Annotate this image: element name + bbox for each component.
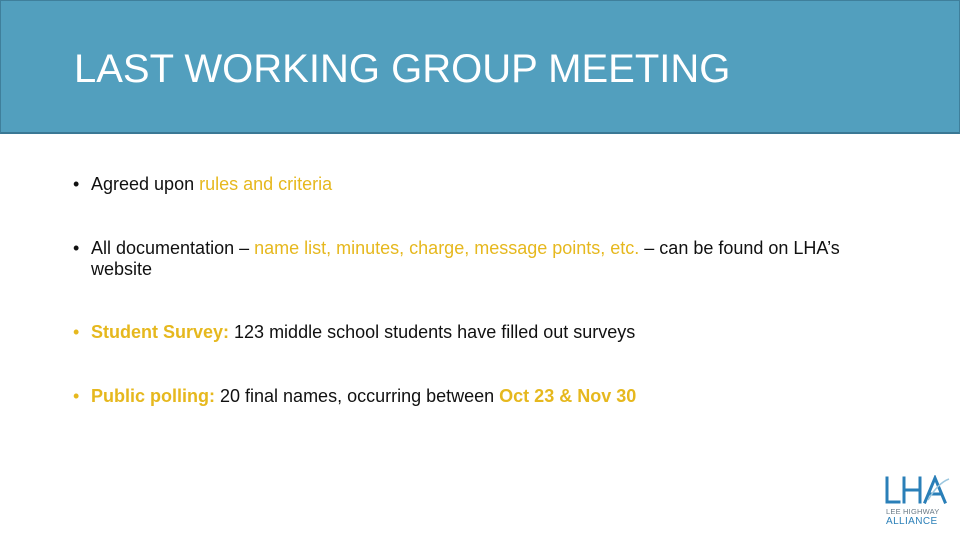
highlight-text: rules and criteria <box>199 174 333 194</box>
highlight-text: name list, minutes, charge, message points, etc. <box>254 238 640 258</box>
bullet-marker: • <box>73 238 80 258</box>
bullet-item-documentation <box>73 238 893 280</box>
lha-logo <box>884 475 952 529</box>
slide-title: LAST WORKING GROUP MEETING <box>74 47 731 91</box>
logo-name: ALLIANCE <box>886 516 938 527</box>
bullet-item-student-survey <box>73 322 893 343</box>
logo-subtitle: LEE HIGHWAY <box>886 507 940 516</box>
bullet-text: All documentation – name list, minutes, charge, message points, etc. – can be found on LHA’s website <box>91 238 840 279</box>
highlight-dates: Oct 23 & Nov 30 <box>499 386 637 406</box>
bullet-text: Student Survey: 123 middle school students have filled out surveys <box>91 322 636 342</box>
bullet-text: Agreed upon rules and criteria <box>91 174 333 194</box>
highlight-label: Public polling: <box>91 386 215 406</box>
bullet-marker: • <box>73 322 80 342</box>
bullet-text: Public polling: 20 final names, occurring between Oct 23 & Nov 30 <box>91 386 637 406</box>
bullet-marker: • <box>73 174 80 194</box>
bullet-marker: • <box>73 386 80 406</box>
highlight-label: Student Survey: <box>91 322 230 342</box>
bullet-item-public-polling <box>73 386 893 407</box>
bullet-item-rules <box>73 174 893 195</box>
title-banner <box>0 0 960 134</box>
lha-letters-logo <box>884 475 950 505</box>
